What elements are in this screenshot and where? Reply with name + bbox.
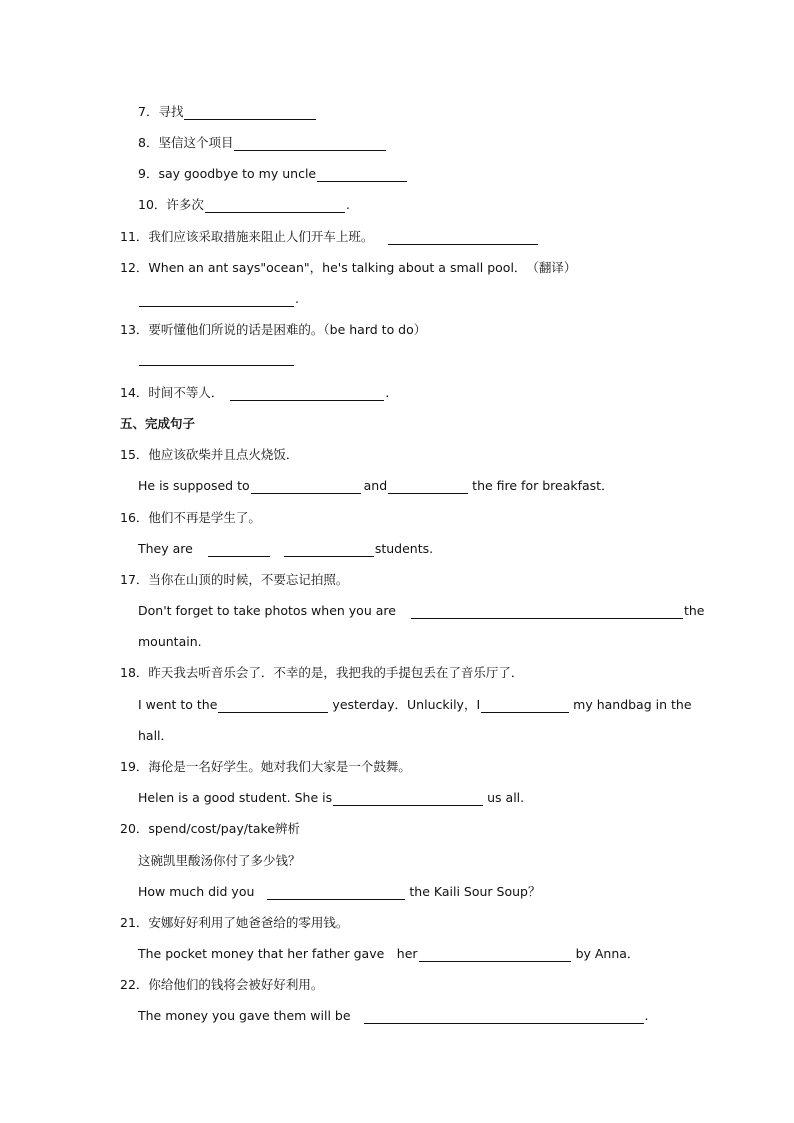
sentence-18-cn <box>120 665 523 681</box>
answer-blank[interactable] <box>284 544 374 557</box>
answer-blank[interactable] <box>388 481 468 494</box>
sentence-19-cn <box>120 759 411 775</box>
item-13-answer <box>138 353 295 366</box>
sentence-15-en: He is supposed to and the fire for breakfast． <box>138 478 614 493</box>
sentence-20-cn2 <box>138 853 301 869</box>
answer-blank[interactable] <box>317 169 407 182</box>
item-number: 19． <box>120 759 149 774</box>
chinese-prompt: 这碗凯里酸汤你付了多少钱？ <box>138 853 301 868</box>
item-text: 我们应该采取措施来阻止人们开车上班。 <box>148 229 374 244</box>
sentence-16-cn <box>120 510 261 526</box>
item-text: 坚信这个项目 <box>158 135 234 150</box>
sentence-19-en: Helen is a good student. She is us all. <box>138 790 525 805</box>
item-13 <box>120 322 426 338</box>
answer-blank[interactable] <box>205 200 345 213</box>
chinese-prompt: 他们不再是学生了。 <box>148 510 261 525</box>
item-number: 20． <box>120 821 149 836</box>
sentence-21-en: The pocket money that her father gave her by Anna． <box>138 946 640 961</box>
item-text: 寻找 <box>158 104 184 119</box>
item-9 <box>138 166 408 182</box>
sentence-15-cn <box>120 447 298 463</box>
answer-blank[interactable] <box>234 138 386 151</box>
chinese-prompt: 海伦是一名好学生。她对我们大家是一个鼓舞。 <box>148 759 411 774</box>
section-title: 五、完成句子 <box>120 416 196 431</box>
sentence-18-en: I went to the yesterday．Unluckily，I my handbag in the <box>138 697 692 712</box>
item-number: 8． <box>138 135 159 150</box>
chinese-prompt: 昨天我去听音乐会了．不幸的是，我把我的手提包丢在了音乐厅了． <box>148 665 524 680</box>
item-number: 9． <box>138 166 159 181</box>
answer-blank[interactable] <box>333 793 483 806</box>
item-number: 13． <box>120 322 149 337</box>
item-end-punct: . <box>385 385 390 400</box>
item-number: 22． <box>120 977 149 992</box>
chinese-prompt: 当你在山顶的时候，不要忘记拍照。 <box>148 572 349 587</box>
item-number: 21． <box>120 915 149 930</box>
item-number: 14． <box>120 385 149 400</box>
sentence-16-en: They are students. <box>138 541 434 556</box>
answer-blank[interactable] <box>218 700 328 713</box>
item-text: say goodbye to my uncle <box>158 166 317 181</box>
answer-blank[interactable] <box>364 1011 644 1024</box>
item-8 <box>138 135 387 151</box>
item-text: When an ant says"ocean"，he's talking about a small pool． （翻译） <box>148 260 577 275</box>
item-number: 15． <box>120 447 149 462</box>
item-number: 18． <box>120 665 149 680</box>
item-number: 11． <box>120 229 149 244</box>
chinese-prompt: 你给他们的钱将会被好好利用。 <box>148 977 324 992</box>
answer-blank[interactable] <box>184 107 316 120</box>
sentence-17-en-cont: mountain. <box>138 634 202 649</box>
answer-blank[interactable] <box>481 700 569 713</box>
item-number: 12． <box>120 260 149 275</box>
item-number: 16． <box>120 510 149 525</box>
answer-blank[interactable] <box>419 949 571 962</box>
item-10 <box>138 197 350 213</box>
chinese-prompt: spend/cost/pay/take辨析 <box>148 821 301 836</box>
item-text: 时间不等人． <box>148 385 224 400</box>
answer-blank[interactable] <box>251 481 361 494</box>
item-end-punct: . <box>295 291 299 306</box>
item-text: 要听懂他们所说的话是困难的。（be hard to do） <box>148 322 427 337</box>
sentence-18-en-cont: hall． <box>138 728 174 743</box>
item-number: 7． <box>138 104 159 119</box>
sentence-20-cn <box>120 821 300 837</box>
sentence-17-cn <box>120 572 348 588</box>
sentence-22-cn <box>120 977 323 993</box>
answer-blank[interactable] <box>139 294 294 307</box>
item-12-answer <box>138 291 299 307</box>
answer-blank[interactable] <box>208 544 270 557</box>
answer-blank[interactable] <box>230 388 384 401</box>
item-14 <box>120 385 389 401</box>
item-12 <box>120 260 576 276</box>
item-number: 10． <box>138 197 167 212</box>
answer-blank[interactable] <box>411 606 683 619</box>
sentence-20-en: How much did you the Kaili Sour Soup？ <box>138 884 541 899</box>
item-11 <box>120 229 539 245</box>
answer-blank[interactable] <box>267 887 405 900</box>
answer-blank[interactable] <box>388 232 538 245</box>
answer-blank[interactable] <box>139 353 294 366</box>
item-text: 许多次 <box>166 197 204 212</box>
sentence-21-cn <box>120 915 348 931</box>
sentence-22-en: The money you gave them will be . <box>138 1008 649 1023</box>
sentence-17-en: Don't forget to take photos when you are the <box>138 603 705 618</box>
chinese-prompt: 他应该砍柴并且点火烧饭． <box>148 447 299 462</box>
chinese-prompt: 安娜好好利用了她爸爸给的零用钱。 <box>148 915 349 930</box>
item-end-punct: . <box>345 197 350 212</box>
item-number: 17． <box>120 572 149 587</box>
item-7 <box>138 104 317 120</box>
